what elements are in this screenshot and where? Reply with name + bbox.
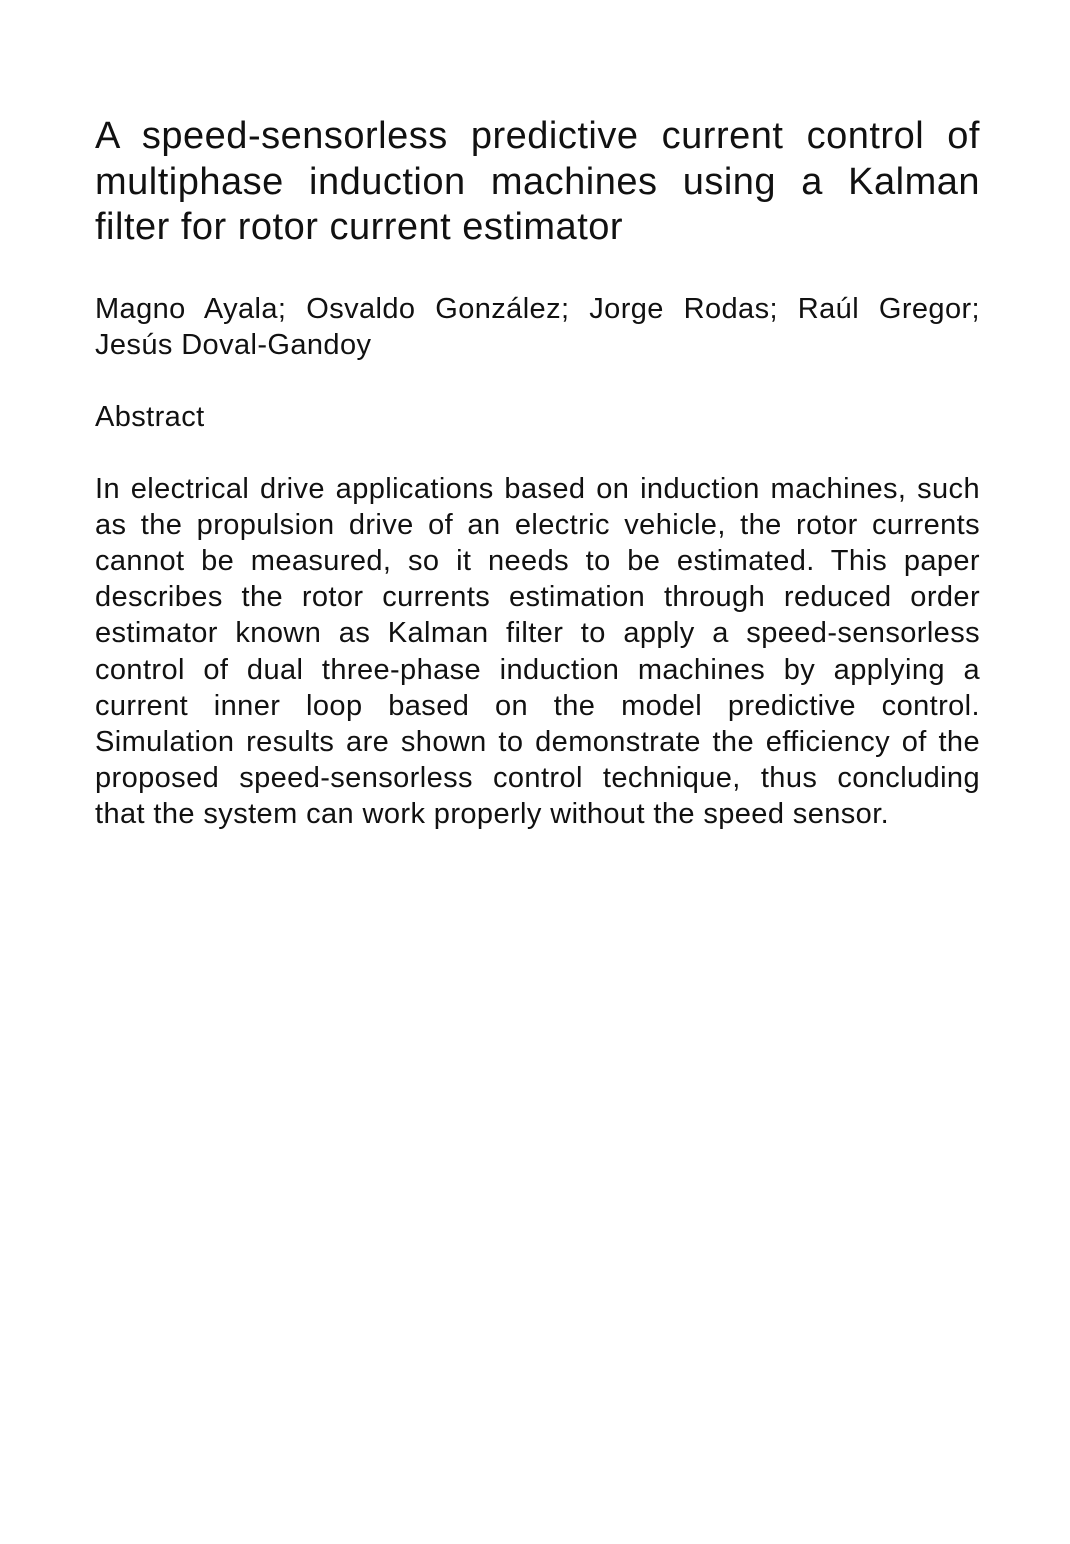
abstract-text: In electrical drive applications based on induction machines, such as the propulsion drive of an electric vehicle, the rotor currents cannot be measured, so it needs to be estimated. This paper describes the rotor currents estimation through reduced order estimator known as Kalman filter to apply a speed-sensorless control of dual three-phase induction machines by applying a current inner loop based on the model predictive control. Simulation results are shown to demonstrate the efficiency of the proposed speed-sensorless control technique, thus concluding that the system can work properly without the speed sensor.: [95, 472, 980, 831]
document-page: [95, 114, 980, 833]
author-list: Magno Ayala; Osvaldo González; Jorge Rodas; Raúl Gregor; Jesús Doval-Gandoy: [95, 292, 980, 361]
abstract-heading: Abstract: [95, 400, 205, 433]
paper-title: A speed-sensorless predictive current control of multiphase induction machines using a Kalman filter for rotor current estimator: [95, 115, 980, 248]
